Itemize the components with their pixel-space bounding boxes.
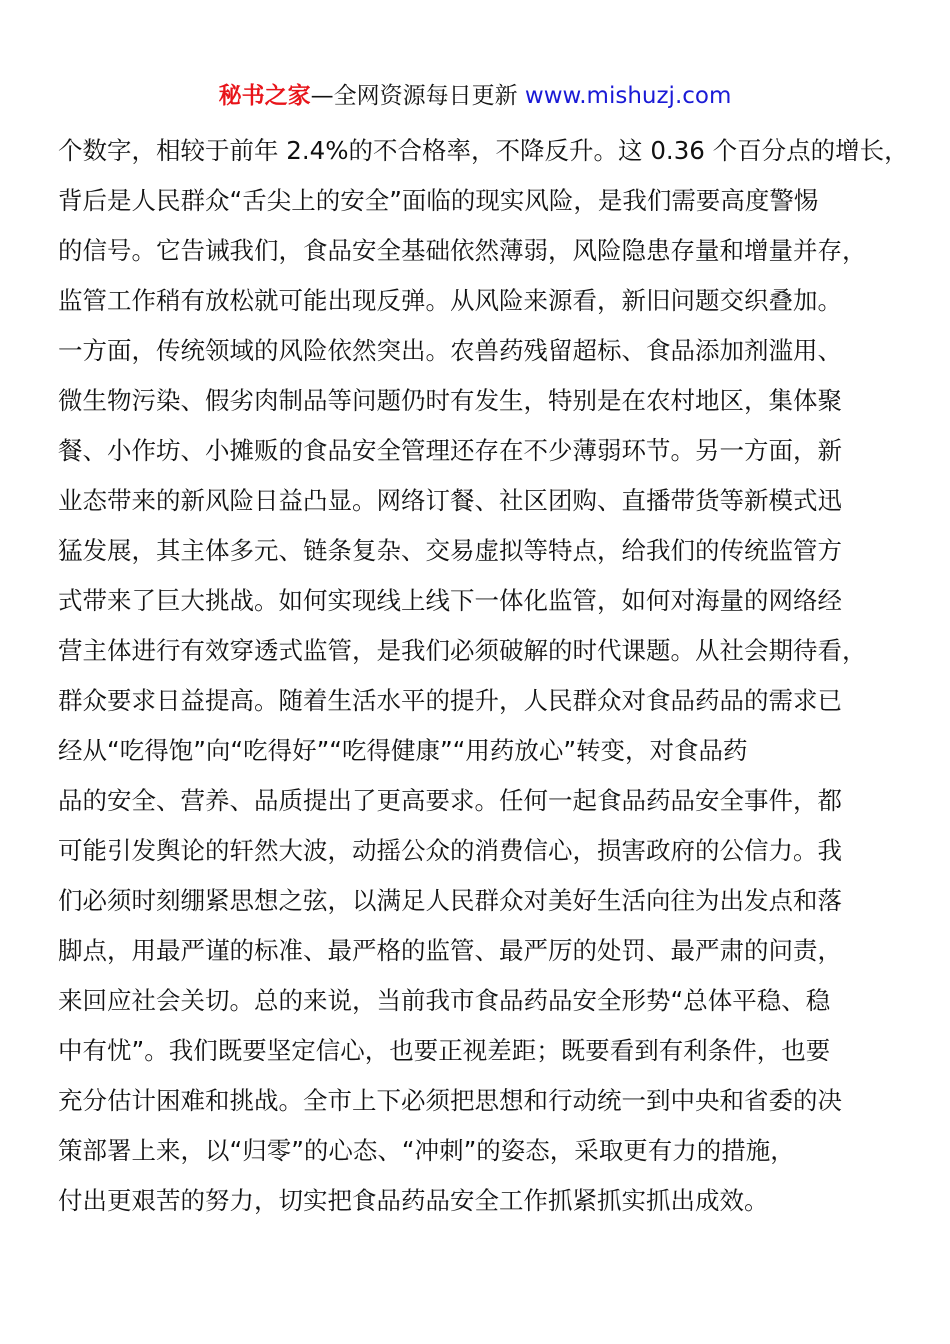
text-line: 个数字，相较于前年 2.4%的不合格率，不降反升。这 0.36 个百分点的增长， (58, 136, 909, 165)
text-line: 付出更艰苦的努力，切实把食品药品安全工作抓紧抓实抓出成效。 (58, 1186, 769, 1215)
text-line: 的信号。它告诫我们，食品安全基础依然薄弱，风险隐患存量和增量并存， (58, 236, 867, 265)
text-line: 们必须时刻绷紧思想之弦，以满足人民群众对美好生活向往为出发点和落 (58, 886, 842, 915)
text-line: 来回应社会关切。总的来说，当前我市食品药品安全形势“总体平稳、稳 (58, 986, 831, 1015)
text-line: 策部署上来，以“归零”的心态、“冲刺”的姿态，采取更有力的措施， (58, 1136, 795, 1165)
text-line: 脚点，用最严谨的标准、最严格的监管、最严厉的处罚、最严肃的问责， (58, 936, 842, 965)
text-line: 猛发展，其主体多元、链条复杂、交易虚拟等特点，给我们的传统监管方 (58, 536, 842, 565)
document-body (58, 126, 909, 1226)
text-line: 可能引发舆论的轩然大波，动摇公众的消费信心，损害政府的公信力。我 (58, 836, 842, 865)
page-header (0, 80, 950, 112)
text-line: 品的安全、营养、品质提出了更高要求。任何一起食品药品安全事件，都 (58, 786, 842, 815)
text-line: 营主体进行有效穿透式监管，是我们必须破解的时代课题。从社会期待看， (58, 636, 867, 665)
text-line: 经从“吃得饱”向“吃得好”“吃得健康”“用药放心”转变，对食品药 (58, 736, 748, 765)
text-line: 微生物污染、假劣肉制品等问题仍时有发生，特别是在农村地区，集体聚 (58, 386, 842, 415)
brand-name: 秘书之家 (218, 83, 311, 109)
text-line: 式带来了巨大挑战。如何实现线上线下一体化监管，如何对海量的网络经 (58, 586, 842, 615)
site-url-link[interactable]: www.mishuzj.com (524, 83, 732, 109)
text-line: 群众要求日益提高。随着生活水平的提升，人民群众对食品药品的需求已 (58, 686, 842, 715)
text-line: 餐、小作坊、小摊贩的食品安全管理还存在不少薄弱环节。另一方面，新 (58, 436, 842, 465)
text-line: 监管工作稍有放松就可能出现反弹。从风险来源看，新旧问题交织叠加。 (58, 286, 842, 315)
text-line: 业态带来的新风险日益凸显。网络订餐、社区团购、直播带货等新模式迅 (58, 486, 842, 515)
text-line: 一方面，传统领域的风险依然突出。农兽药残留超标、食品添加剂滥用、 (58, 336, 842, 365)
text-line: 中有忧”。我们既要坚定信心，也要正视差距；既要看到有利条件，也要 (58, 1036, 831, 1065)
text-line: 充分估计困难和挑战。全市上下必须把思想和行动统一到中央和省委的决 (58, 1086, 842, 1115)
header-tagline: —全网资源每日更新 (310, 83, 525, 109)
text-line: 背后是人民群众“舌尖上的安全”面临的现实风险，是我们需要高度警惕 (58, 186, 819, 215)
